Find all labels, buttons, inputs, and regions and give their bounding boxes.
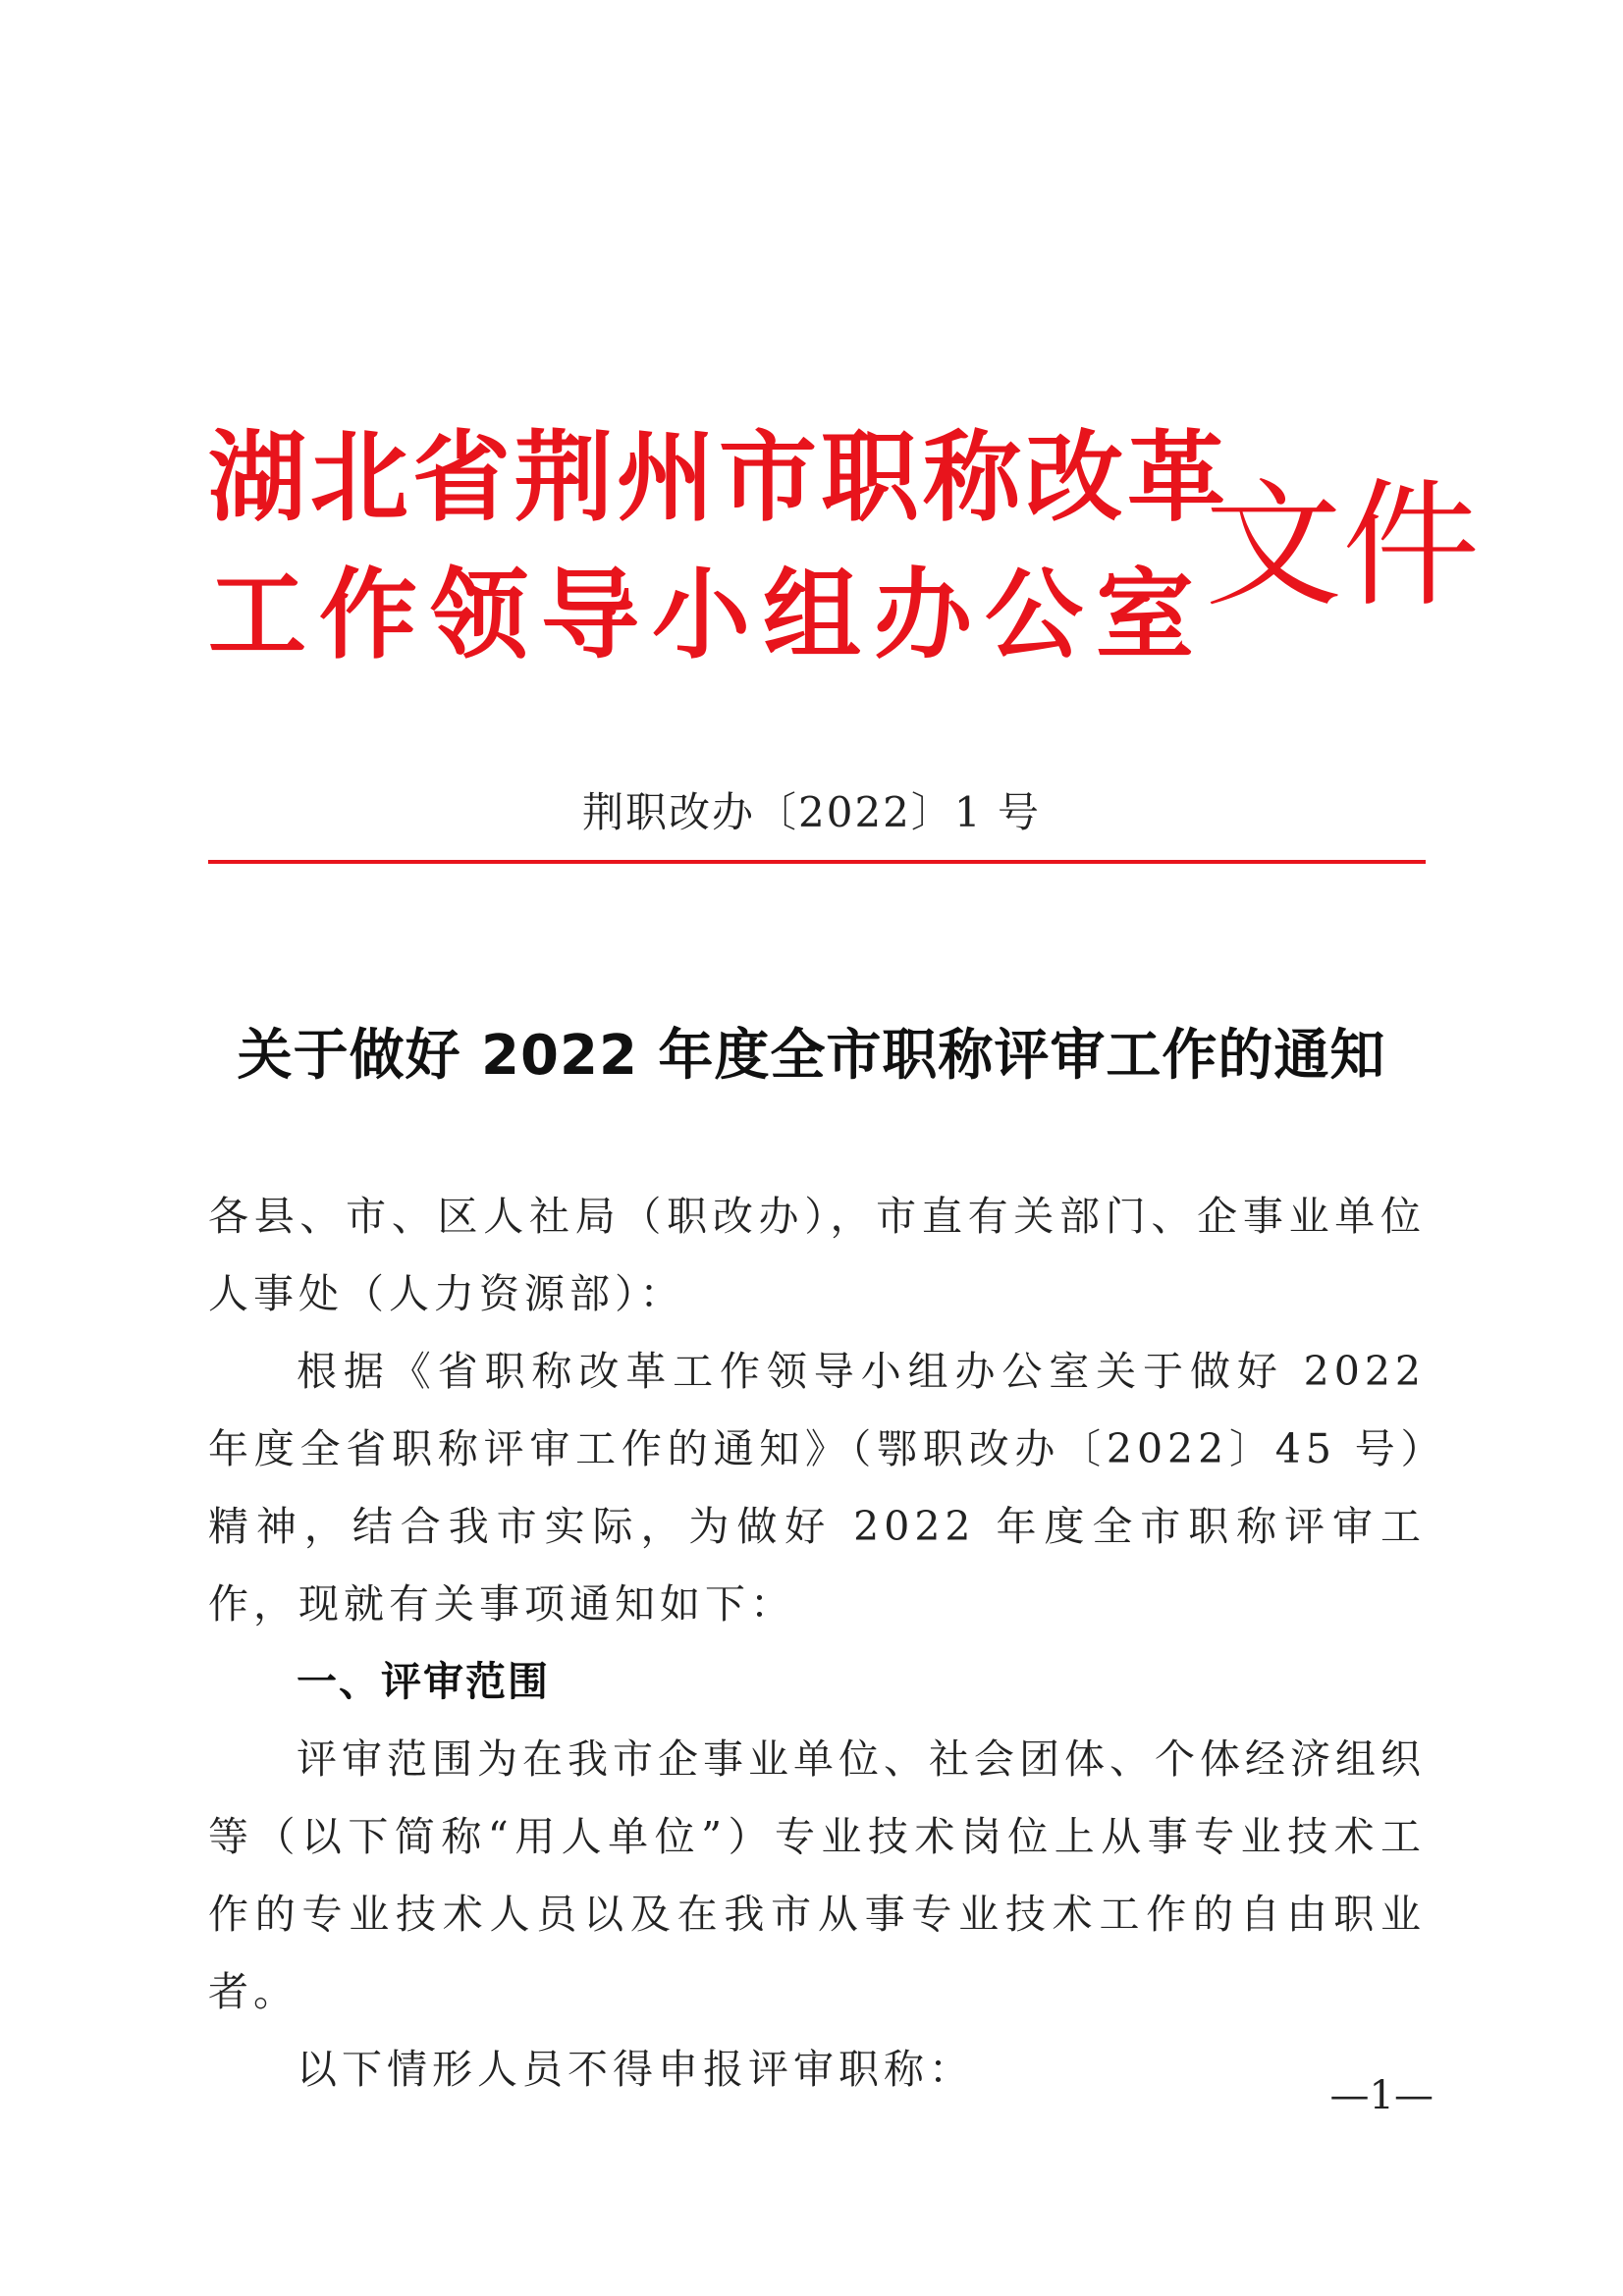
document-type-label: 文件 — [1205, 466, 1481, 626]
intro-paragraph: 根据《省职称改革工作领导小组办公室关于做好 2022 年度全省职称评审工作的通知》（鄂职改办〔2022〕45 号）精神，结合我市实际，为做好 2022 年度全市职称评审工作，现就有关事项通知如下： — [208, 1348, 1426, 1628]
red-letterhead — [208, 412, 1481, 697]
notice-title: 关于做好 2022 年度全市职称评审工作的通知 — [237, 1024, 1386, 1088]
red-separator-line — [208, 860, 1426, 864]
salutation: 各县、市、区人社局（职改办），市直有关部门、企事业单位人事处（人力资源部）： — [208, 1193, 1426, 1317]
issuing-organization-line-2: 工作领导小组办公室 — [208, 558, 1207, 672]
exclusions-intro-paragraph: 以下情形人员不得申报评审职称： — [297, 2046, 974, 2093]
document-number: 荆职改办〔2022〕1 号 — [582, 788, 1041, 836]
issuing-organization-line-1: 湖北省荆州市职称改革 — [208, 420, 1229, 535]
review-scope-paragraph: 评审范围为在我市企事业单位、社会团体、个体经济组织等（以下简称“用人单位”）专业技术岗位上从事专业技术工作的专业技术人员以及在我市从事专业技术工作的自由职业者。 — [208, 1735, 1426, 2015]
section-heading-review-scope: 一、评审范围 — [297, 1658, 550, 1705]
page-number: —1— — [1329, 2073, 1434, 2118]
notice-body — [208, 1178, 1426, 2109]
